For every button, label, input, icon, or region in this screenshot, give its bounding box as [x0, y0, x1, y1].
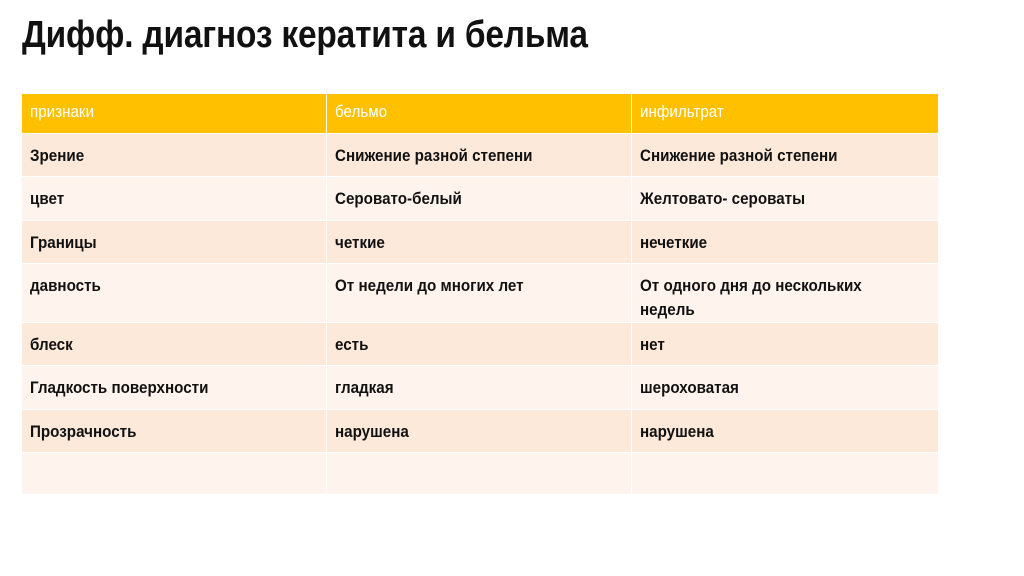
table-row: [22, 264, 938, 323]
cell-text: цвет: [30, 190, 65, 208]
cell-text: нет: [640, 336, 665, 354]
header-label: признаки: [30, 103, 95, 121]
table-cell: [22, 366, 327, 410]
header-label: бельмо: [335, 103, 388, 121]
table-cell: [327, 177, 632, 221]
table-cell: [632, 177, 938, 221]
cell-text: Границы: [30, 234, 97, 252]
table-cell: [327, 134, 632, 177]
cell-text: гладкая: [335, 379, 394, 397]
cell-text: шероховатая: [640, 379, 739, 397]
table-cell: [632, 264, 938, 323]
table-cell: [22, 177, 327, 221]
cell-text: блеск: [30, 336, 73, 354]
table-cell: [327, 410, 632, 453]
table-cell: [22, 410, 327, 453]
table-cell: [632, 221, 938, 264]
header-row: [22, 94, 938, 134]
table-cell: [632, 453, 938, 495]
table-row: [22, 177, 938, 221]
table-cell: [327, 264, 632, 323]
cell-text: Зрение: [30, 147, 85, 165]
table-row: [22, 221, 938, 264]
table-row: [22, 134, 938, 177]
cell-text: давность: [30, 277, 101, 295]
header-cell-leucoma: [327, 94, 632, 134]
page-title: Дифф. диагноз кератита и бельма: [22, 14, 588, 56]
table-row: [22, 323, 938, 366]
table-cell: [327, 323, 632, 366]
cell-text: нарушена: [335, 423, 409, 441]
table-cell: [22, 134, 327, 177]
table-cell: [327, 221, 632, 264]
table-cell: [327, 453, 632, 495]
table-cell: [632, 410, 938, 453]
comparison-table: [22, 94, 938, 495]
cell-text: Снижение разной степени: [335, 147, 533, 165]
cell-text: есть: [335, 336, 369, 354]
cell-text: Серовато-белый: [335, 190, 462, 208]
header-cell-signs: [22, 94, 327, 134]
header-cell-infiltrate: [632, 94, 938, 134]
cell-text: четкие: [335, 234, 385, 252]
table-body: [22, 134, 938, 495]
header-label: инфильтрат: [640, 103, 724, 121]
table-row: [22, 410, 938, 453]
table-header: [22, 94, 938, 134]
cell-text: От одного дня до нескольких недель: [640, 277, 862, 319]
table-row: [22, 366, 938, 410]
cell-text: Желтовато- сероваты: [640, 190, 806, 208]
table-cell: [22, 264, 327, 323]
cell-text: Гладкость поверхности: [30, 379, 209, 397]
cell-text: нечеткие: [640, 234, 708, 252]
table-row: [22, 453, 938, 495]
table-cell: [22, 221, 327, 264]
table-cell: [327, 366, 632, 410]
cell-text: От недели до многих лет: [335, 277, 524, 295]
table-cell: [632, 366, 938, 410]
cell-text: Прозрачность: [30, 423, 137, 441]
cell-text: нарушена: [640, 423, 714, 441]
table-cell: [632, 134, 938, 177]
cell-text: Снижение разной степени: [640, 147, 838, 165]
table-cell: [632, 323, 938, 366]
table-cell: [22, 323, 327, 366]
table-cell: [22, 453, 327, 495]
